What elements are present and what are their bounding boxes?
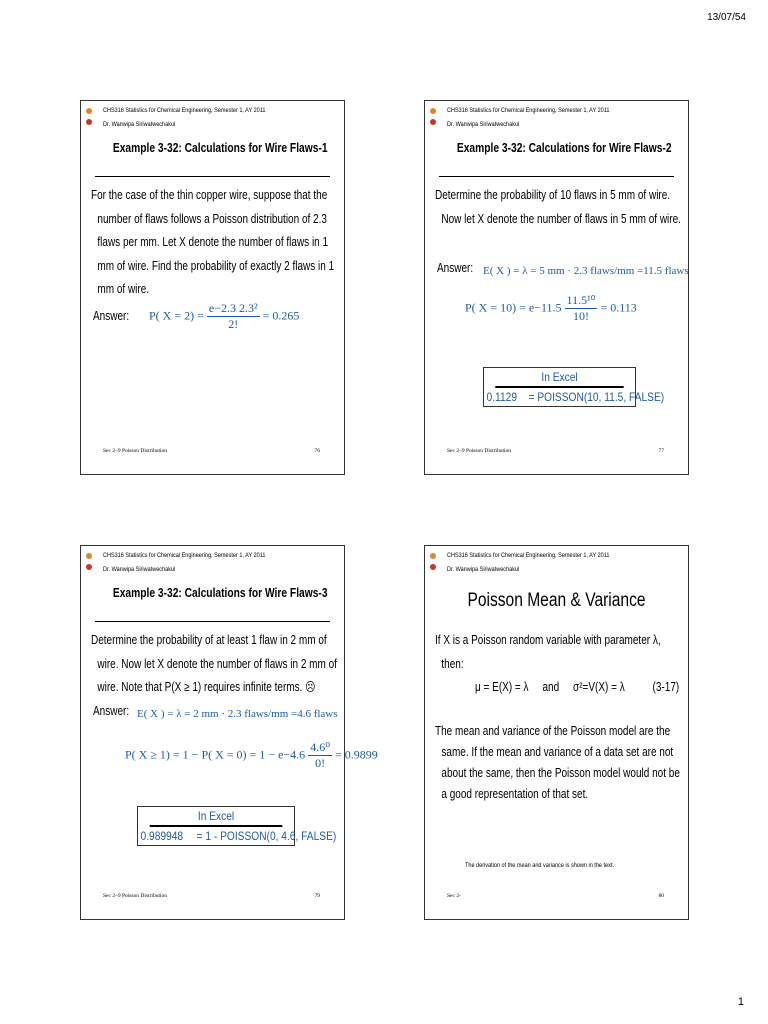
slide-footer-section: Sec 2- [447, 893, 461, 899]
formula-numerator: 11.5¹⁰ [566, 293, 596, 307]
slide-title: Poisson Mean & Variance [467, 590, 646, 611]
excel-expression: = POISSON(10, 11.5, FALSE) [528, 390, 664, 404]
body-paragraph: Determine the probability of 10 flaws in 5 mm of wire. Now let X denote the number of flaws in 5 mm of wire. [435, 188, 681, 226]
excel-value: 0.1129 [486, 390, 517, 404]
formula-result: = 0.113 [600, 300, 637, 315]
university-logo-icon [85, 108, 94, 128]
excel-box [483, 367, 664, 407]
formula-result: = 0.265 [262, 308, 300, 323]
formula-numerator: 4.6⁰ [310, 740, 330, 754]
instructor-header: Dr. Wanwipa Siriwatwechakul [447, 566, 520, 573]
slide-79 [80, 545, 378, 920]
formula-lhs: P( X = 10) = e−11.5 [465, 300, 562, 315]
answer-label: Answer: [437, 261, 474, 275]
formula-denominator: 0! [315, 756, 326, 770]
title-divider [95, 621, 330, 622]
formula [149, 301, 299, 332]
slide-title: Example 3-32: Calculations for Wire Flaws-1 [112, 141, 328, 155]
formula-lhs: P( X ≥ 1) = 1 − P( X = 0) = 1 − e−4.6 [125, 747, 306, 762]
formula [125, 740, 378, 771]
slide-footer-number: 77 [658, 448, 664, 454]
formula [465, 293, 637, 324]
slide-footer-number: 80 [658, 893, 664, 899]
excel-value: 0.989948 [140, 829, 184, 843]
slide-body [91, 629, 339, 700]
excel-heading: In Excel [495, 368, 623, 388]
formula-result: = 0.9899 [335, 747, 378, 762]
slide-body-2 [435, 721, 683, 805]
formula-denominator: 2! [228, 317, 239, 331]
page-number: 1 [737, 996, 744, 1008]
course-header: CHS316 Statistics for Chemical Engineering, Semester 1, AY 2011 [447, 107, 610, 114]
page-date: 13/07/54 [707, 12, 746, 23]
university-logo-icon [429, 108, 438, 128]
excel-expression: = 1 - POISSON(0, 4.6, FALSE) [196, 829, 337, 843]
excel-box [137, 806, 337, 846]
slide-footer-section: Sec 2–9 Poisson Distribution [103, 448, 168, 454]
slide-title: Example 3-32: Calculations for Wire Flaws-3 [112, 586, 328, 600]
slide-80 [424, 545, 689, 920]
formula-numerator: e−2.3 2.3² [208, 301, 258, 315]
instructor-header: Dr. Wanwipa Siriwatwechakul [447, 121, 520, 128]
answer-label: Answer: [93, 704, 130, 718]
university-logo-icon [429, 553, 438, 573]
slide-body [435, 629, 683, 676]
course-header: CHS316 Statistics for Chemical Engineering, Semester 1, AY 2011 [103, 552, 266, 559]
derivation-note: The derivation of the mean and variance is shown in the text. [465, 862, 614, 869]
slide-footer-section: Sec 2–9 Poisson Distribution [103, 893, 168, 899]
answer-label: Answer: [93, 309, 130, 323]
title-divider [439, 176, 674, 177]
slide-footer-section: Sec 2–9 Poisson Distribution [447, 448, 512, 454]
formula-expectation: E( X ) = λ = 2 mm · 2.3 flaws/mm =4.6 flaws [137, 708, 338, 720]
formula-lhs: P( X = 2) = [149, 308, 204, 323]
slide-76 [80, 100, 345, 475]
slide-body [91, 184, 339, 302]
body-paragraph: Determine the probability of at least 1 flaw in 2 mm of wire. Now let X denote the number of flaws in 2 mm of wire. Note that P(X ≥ 1) requires infinite terms. ☹ [91, 633, 337, 694]
slide-77 [424, 100, 689, 475]
slide-title: Example 3-32: Calculations for Wire Flaws-2 [456, 141, 672, 155]
body-paragraph: If X is a Poisson random variable with parameter λ, then: [435, 633, 661, 671]
mean-variance-equation: μ = E(X) = λ and σ²=V(X) = λ (3-17) [475, 680, 680, 694]
formula-expectation: E( X ) = λ = 5 mm · 2.3 flaws/mm =11.5 flaws [483, 265, 689, 277]
course-header: CHS316 Statistics for Chemical Engineering, Semester 1, AY 2011 [103, 107, 266, 114]
slide-footer-number: 79 [314, 893, 320, 899]
instructor-header: Dr. Wanwipa Siriwatwechakul [103, 121, 176, 128]
excel-heading: In Excel [150, 807, 283, 827]
formula-denominator: 10! [573, 309, 589, 323]
course-header: CHS316 Statistics for Chemical Engineering, Semester 1, AY 2011 [447, 552, 610, 559]
slide-footer-number: 76 [314, 448, 320, 454]
body-paragraph: The mean and variance of the Poisson model are the same. If the mean and variance of a data set are not about the same, then the Poisson model would not be a good representation of that set. [435, 724, 680, 801]
title-divider [95, 176, 330, 177]
slide-body [435, 184, 683, 231]
university-logo-icon [85, 553, 94, 573]
instructor-header: Dr. Wanwipa Siriwatwechakul [103, 566, 176, 573]
body-paragraph: For the case of the thin copper wire, suppose that the number of flaws follows a Poisson distribution of 2.3 flaws per mm. Let X denote the number of flaws in 1 mm of wire. Find the probability of exactly 2 flaws in 1 mm of wire. [91, 188, 335, 296]
